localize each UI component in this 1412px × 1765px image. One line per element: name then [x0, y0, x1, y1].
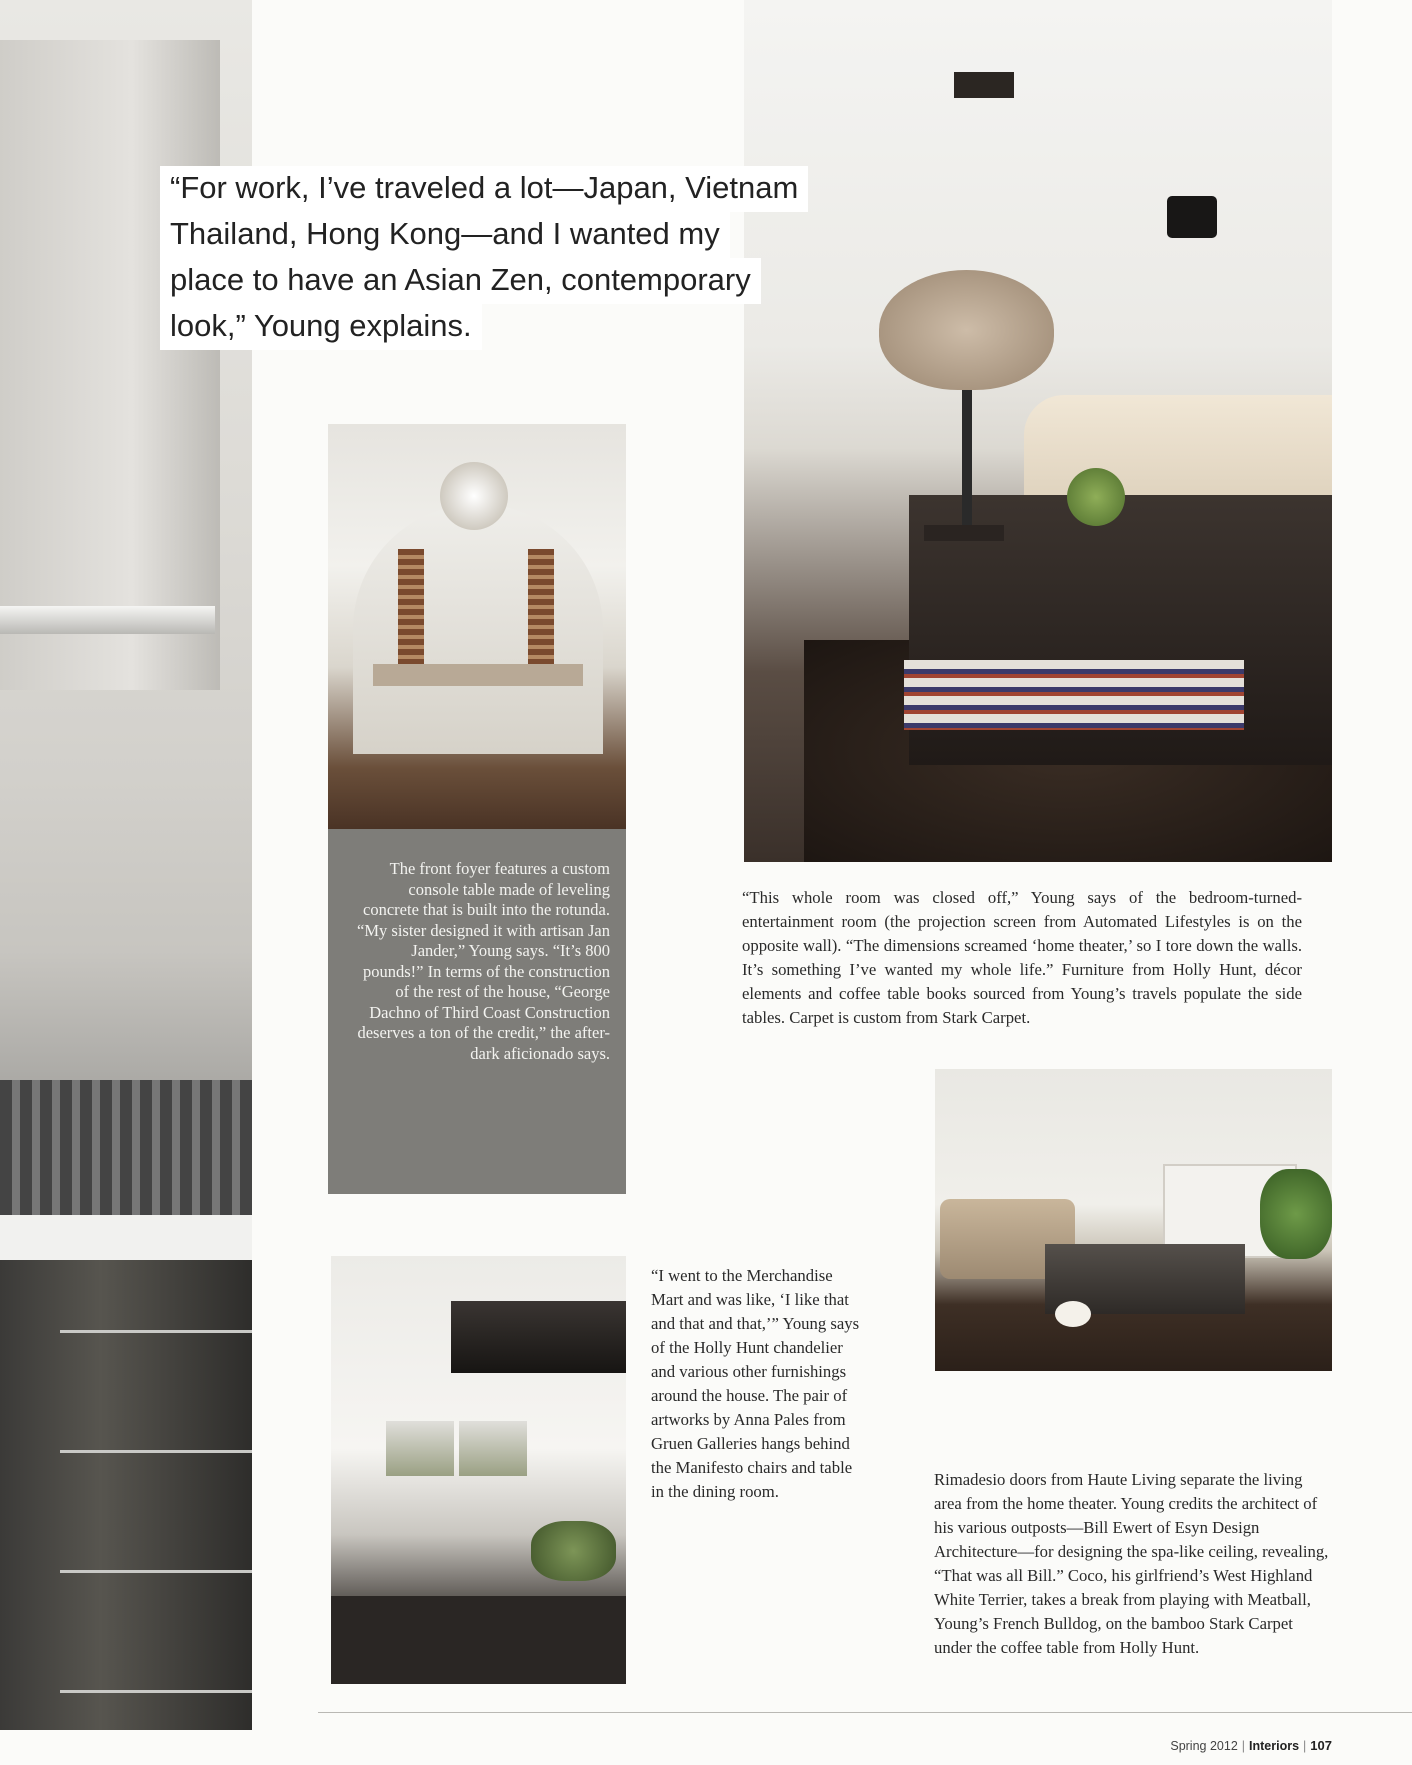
artwork — [459, 1421, 527, 1476]
cabinet-pull — [60, 1330, 252, 1333]
window-shutter — [398, 549, 424, 669]
console-table — [373, 664, 583, 686]
page-number: 107 — [1310, 1738, 1332, 1753]
living-area-photo — [935, 1069, 1332, 1371]
chandelier — [451, 1301, 626, 1373]
foyer-caption-box — [328, 829, 626, 1194]
entertainment-caption: “This whole room was closed off,” Young says of the bedroom-turned-entertainment room (the projection screen from Automated Lifestyles is on the opposite wall). “The dimensions screamed ‘home theater,’ so I tore down the walls. It’s something I’ve wanted my whole life.” Furniture from Holly Hunt, décor elements and coffee table books sourced from Young’s travels populate the side tables. Carpet is custom from Stark Carpet. — [742, 888, 1302, 1027]
footer-rule — [318, 1712, 1412, 1713]
ram-head-sculpture — [879, 270, 1054, 390]
magazine-name: Interiors — [1249, 1739, 1300, 1753]
pull-quote-line: “For work, I’ve traveled a lot—Japan, Vietnam — [160, 166, 808, 212]
sculpture-base — [924, 525, 1004, 541]
pull-quote-line: place to have an Asian Zen, contemporary — [160, 258, 761, 304]
centerpiece-plant — [531, 1521, 616, 1581]
pull-quote-line: look,” Young explains. — [160, 304, 482, 350]
foyer-photo — [328, 424, 626, 829]
pull-quote — [160, 166, 808, 350]
rotunda-arch — [353, 504, 603, 754]
entertainment-room-photo — [744, 0, 1332, 862]
cabinet-pull — [60, 1450, 252, 1453]
dog — [1055, 1301, 1091, 1327]
dining-table — [331, 1596, 626, 1684]
folio-separator: | — [1241, 1739, 1246, 1753]
window-shutter — [528, 549, 554, 669]
countertop — [0, 1215, 252, 1265]
range-hood — [0, 40, 220, 690]
foyer-caption: The front foyer features a custom console table made of leveling concrete that is built into the rotunda. “My sister designed it with artisan Jan Jander,” Young says. “It’s 800 pounds!” In terms of the construction of the rest of the house, “George Dachno of Third Coast Construction deserves a ton of the credit,” the after-dark aficionado says. — [357, 859, 610, 1063]
chandelier — [440, 462, 508, 530]
issue-date: Spring 2012 — [1170, 1739, 1238, 1753]
pull-quote-line: Thailand, Hong Kong—and I wanted my — [160, 212, 730, 258]
wall-sconce — [954, 72, 1014, 98]
dining-caption: “I went to the Merchandise Mart and was like, ‘I like that and that and that,’” Young says of the Holly Hunt chandelier and various other furnishings around the house. The pair of artworks by Anna Pales from Gruen Galleries hangs behind the Manifesto chairs and table in the dining room. — [651, 1266, 860, 1501]
plant — [1260, 1169, 1332, 1259]
dining-room-photo — [331, 1256, 626, 1684]
moss-ball — [1067, 468, 1125, 526]
cabinet-pull — [60, 1690, 252, 1693]
wall-speaker — [1167, 196, 1217, 238]
coffee-table-books — [904, 660, 1244, 730]
artwork — [386, 1421, 454, 1476]
folio — [1170, 1738, 1332, 1753]
folio-separator: | — [1303, 1739, 1307, 1753]
range-hood-trim — [0, 606, 215, 634]
living-caption: Rimadesio doors from Haute Living separate the living area from the home theater. Young credits the architect of his various outposts—Bill Ewert of Esyn Design Architecture—for designing the spa-like ceiling, revealing, “That was all Bill.” Coco, his girlfriend’s West Highland White Terrier, takes a break from playing with Meatball, Young’s French Bulldog, on the bamboo Stark Carpet under the coffee table from Holly Hunt. — [934, 1470, 1329, 1657]
sculpture-stand — [962, 380, 972, 530]
cabinet-pull — [60, 1570, 252, 1573]
